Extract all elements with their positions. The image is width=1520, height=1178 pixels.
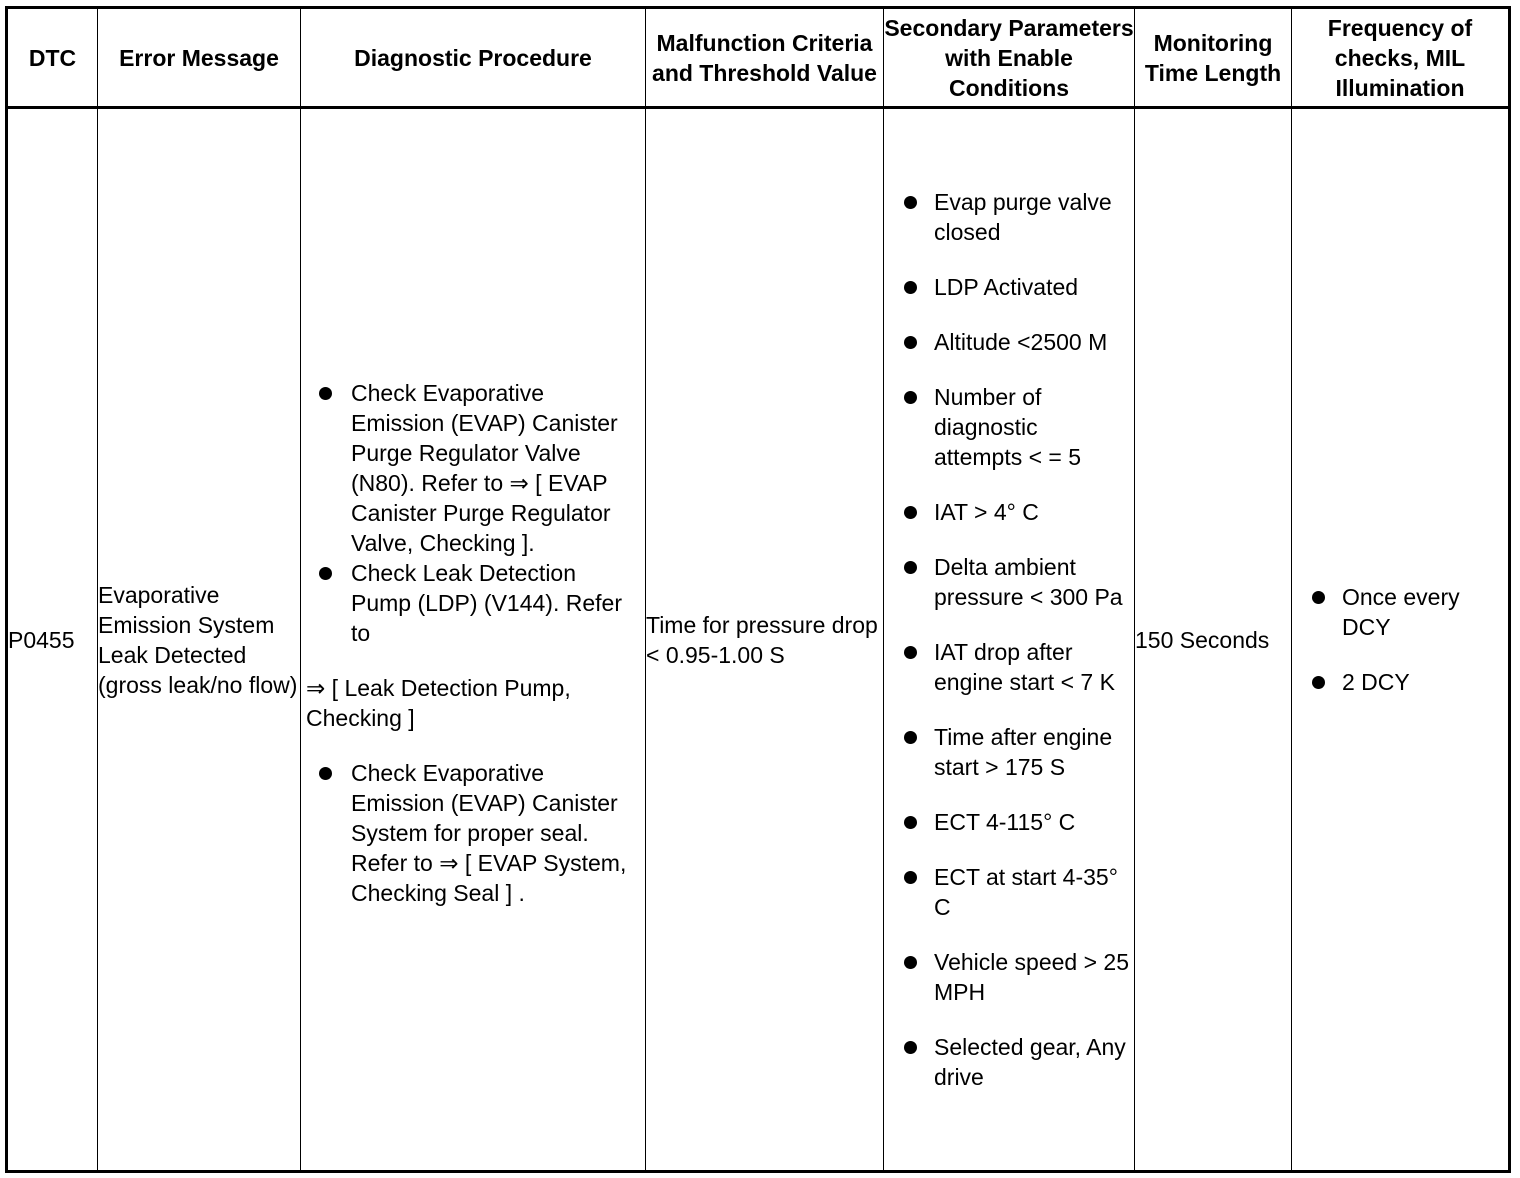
header-frequency: Frequency of checks, MIL Illumination: [1292, 8, 1510, 108]
bullet-icon: [904, 871, 917, 884]
secondary-text: IAT drop after engine start < 7 K: [934, 639, 1115, 695]
bullet-icon: [904, 391, 917, 404]
header-secondary-parameters: Secondary Parameters with Enable Conditions: [884, 8, 1135, 108]
secondary-text: ECT at start 4-35° C: [934, 864, 1118, 920]
header-diagnostic-procedure: Diagnostic Procedure: [301, 8, 646, 108]
frequency-item: [1292, 582, 1508, 642]
monitoring-time: 150 Seconds: [1135, 108, 1292, 1172]
secondary-item: [884, 1032, 1134, 1092]
table-row: [7, 108, 1510, 1172]
dtc-code: P0455: [7, 108, 98, 1172]
secondary-text: Selected gear, Any drive: [934, 1034, 1126, 1090]
secondary-item: [884, 722, 1134, 782]
bullet-icon: [904, 281, 917, 294]
malfunction-criteria: Time for pressure drop < 0.95-1.00 S: [646, 108, 884, 1172]
secondary-item: [884, 637, 1134, 697]
procedure-text: Check Leak Detection Pump (LDP) (V144). Refer to: [351, 559, 622, 646]
secondary-text: Evap purge valve closed: [934, 189, 1112, 245]
secondary-item: [884, 497, 1134, 527]
header-row: [7, 8, 1510, 108]
secondary-item: [884, 327, 1134, 357]
secondary-item: [884, 272, 1134, 302]
procedure-reference: ⇒ [ Leak Detection Pump, Checking ]: [306, 674, 571, 731]
secondary-text: Time after engine start > 175 S: [934, 724, 1113, 780]
secondary-item: [884, 807, 1134, 837]
bullet-icon: [319, 567, 332, 580]
bullet-icon: [319, 767, 332, 780]
bullet-icon: [904, 646, 917, 659]
frequency-text: 2 DCY: [1342, 669, 1410, 695]
bullet-icon: [904, 336, 917, 349]
procedure-item: [301, 758, 645, 908]
header-monitoring-time: Monitoring Time Length: [1135, 8, 1292, 108]
secondary-item: [884, 862, 1134, 922]
secondary-text: Altitude <2500 M: [934, 329, 1108, 355]
bullet-icon: [904, 731, 917, 744]
procedure-text: Check Evaporative Emission (EVAP) Canister Purge Regulator Valve (N80). Refer to ⇒ [ EVAP Canister Purge Regulator Valve, Checking ].: [351, 379, 618, 556]
secondary-text: Vehicle speed > 25 MPH: [934, 949, 1130, 1005]
frequency-checks: [1292, 108, 1510, 1172]
bullet-icon: [904, 1041, 917, 1054]
secondary-text: Delta ambient pressure < 300 Pa: [934, 554, 1123, 610]
header-malfunction-criteria: Malfunction Criteria and Threshold Value: [646, 8, 884, 108]
frequency-text: Once every DCY: [1342, 584, 1460, 640]
error-message: Evaporative Emission System Leak Detected (gross leak/no flow): [98, 108, 301, 1172]
diagnostic-procedure: [301, 108, 646, 1172]
bullet-icon: [319, 387, 332, 400]
secondary-text: LDP Activated: [934, 274, 1079, 300]
header-error-message: Error Message: [98, 8, 301, 108]
procedure-item: [301, 558, 645, 648]
procedure-item: [301, 378, 645, 558]
bullet-icon: [904, 956, 917, 969]
bullet-icon: [904, 506, 917, 519]
bullet-icon: [904, 196, 917, 209]
header-dtc: DTC: [7, 8, 98, 108]
secondary-text: IAT > 4° C: [934, 499, 1039, 525]
secondary-item: [884, 947, 1134, 1007]
secondary-parameters: [884, 108, 1135, 1172]
procedure-text: Check Evaporative Emission (EVAP) Canister System for proper seal. Refer to ⇒ [ EVAP System, Checking Seal ] .: [351, 759, 627, 906]
bullet-icon: [904, 561, 917, 574]
secondary-text: ECT 4-115° C: [934, 809, 1076, 835]
secondary-item: [884, 552, 1134, 612]
bullet-icon: [904, 816, 917, 829]
bullet-icon: [1312, 591, 1325, 604]
bullet-icon: [1312, 676, 1325, 689]
frequency-item: [1292, 667, 1508, 697]
secondary-text: Number of diagnostic attempts < = 5: [934, 384, 1082, 470]
dtc-table: [5, 6, 1511, 1173]
secondary-item: [884, 187, 1134, 247]
secondary-item: [884, 382, 1134, 472]
